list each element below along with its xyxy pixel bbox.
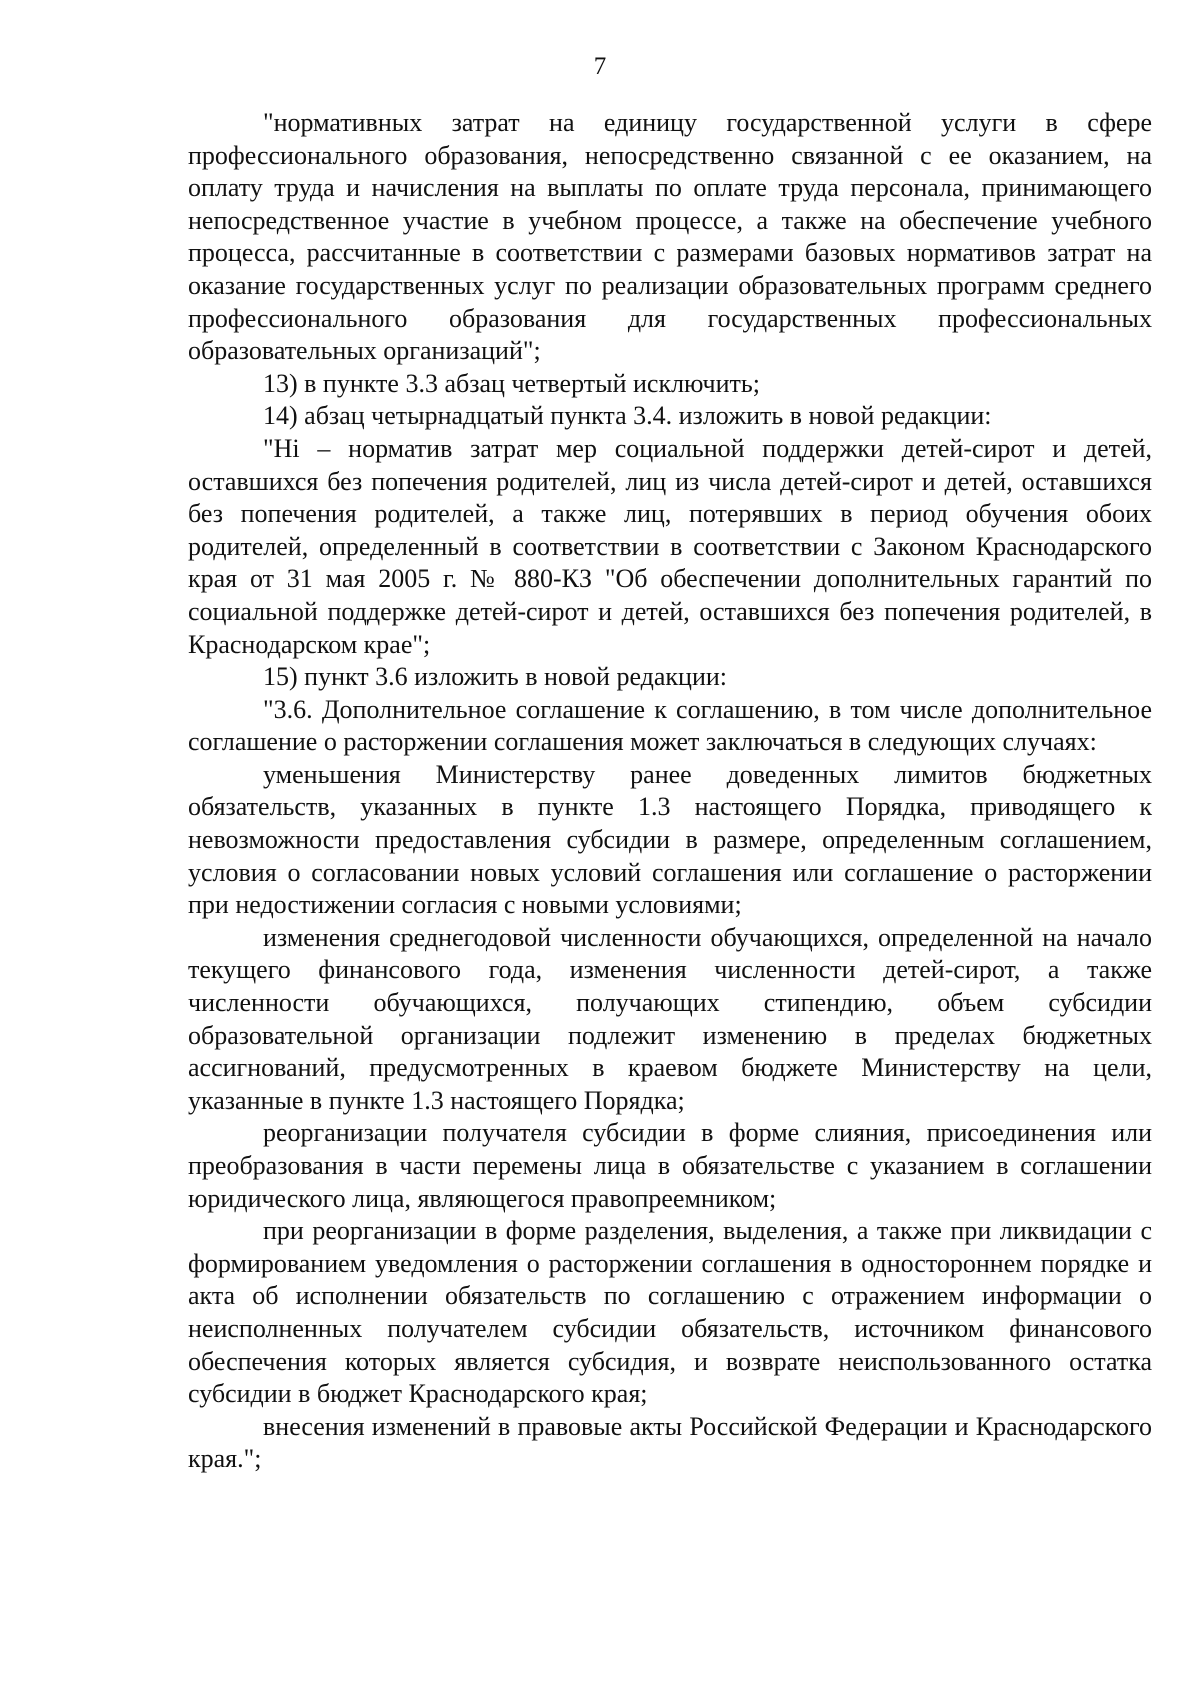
paragraph-item-13: 13) в пункте 3.3 абзац четвертый исключить;	[263, 368, 760, 398]
paragraph-case-legal-acts-change: внесения изменений в правовые акты Российской Федерации и Краснодарского края.";	[188, 1411, 1152, 1474]
paragraph-case-headcount-change: изменения среднегодовой численности обучающихся, определенной на начало текущего финансового года, изменения численности детей-сирот, а также численности обучающихся, получающих стипендию, объем субсидии образовательной организации подлежит изменению в пределах бюджетных ассигнований, предусмотренных в краевом бюджете Министерству на цели, указанные в пункте 1.3 настоящего Порядка;	[188, 922, 1152, 1115]
paragraph-case-limit-reduction: уменьшения Министерству ранее доведенных лимитов бюджетных обязательств, указанных в пункте 1.3 настоящего Порядка, приводящего к невозможности предоставления субсидии в размере, определенным соглашением, условия о согласовании новых условий соглашения или соглашение о расторжении при недостижении согласия с новыми условиями;	[188, 759, 1152, 920]
paragraph-item-15: 15) пункт 3.6 изложить в новой редакции:	[263, 662, 728, 692]
paragraph-case-reorganization-division: при реорганизации в форме разделения, выделения, а также при ликвидации с формированием уведомления о расторжении соглашения в одностороннем порядке и акта об исполнении обязательств по соглашению с отражением информации о неисполненных получателем субсидии обязательств, источником финансового обеспечения которых является субсидия, и возврате неиспользованного остатка субсидии в бюджет Краснодарского края;	[188, 1216, 1152, 1409]
document-body	[188, 107, 1152, 1476]
paragraph-normative-costs-definition: "нормативных затрат на единицу государственной услуги в сфере профессионального образования, непосредственно связанной с ее оказанием, на оплату труда и начисления на выплаты по оплате труда персонала, принимающего непосредственное участие в учебном процессе, а также на обеспечение учебного процесса, рассчитанные в соответствии с размерами базовых нормативов затрат на оказание государственных услуг по реализации образовательных программ среднего профессионального образования для государственных профессиональных образовательных организаций";	[188, 108, 1152, 366]
paragraph-item-14: 14) абзац четырнадцатый пункта 3.4. изложить в новой редакции:	[263, 401, 992, 431]
page-number: 7	[593, 53, 607, 80]
paragraph-clause-3-6: "3.6. Дополнительное соглашение к соглашению, в том числе дополнительное соглашение о расторжении соглашения может заключаться в следующих случаях:	[188, 694, 1152, 757]
paragraph-hi-definition: "Hi – норматив затрат мер социальной поддержки детей-сирот и детей, оставшихся без попечения родителей, лиц из числа детей-сирот и детей, оставшихся без попечения родителей, а также лиц, потерявших в период обучения обоих родителей, определенный в соответствии в соответствии с Законом Краснодарского края от 31 мая 2005 г. № 880-КЗ "Об обеспечении дополнительных гарантий по социальной поддержке детей-сирот и детей, оставшихся без попечения родителей, в Краснодарском крае";	[188, 433, 1152, 659]
paragraph-case-reorganization-merger: реорганизации получателя субсидии в форме слияния, присоединения или преобразования в части перемены лица в обязательстве с указанием в соглашении юридического лица, являющегося правопреемником;	[188, 1118, 1152, 1213]
